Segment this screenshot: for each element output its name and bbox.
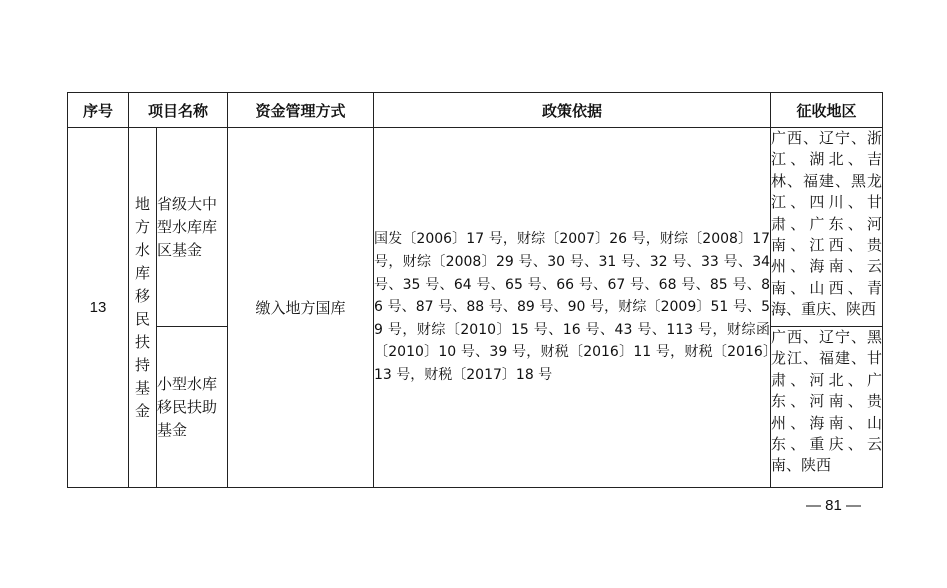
policy-table bbox=[67, 92, 883, 488]
table-header-row bbox=[68, 93, 883, 128]
header-collection-region: 征收地区 bbox=[771, 93, 883, 128]
sub-item-name: 省级大中型水库库区基金 bbox=[157, 194, 218, 259]
region-list: 广西、辽宁、浙江、湖北、吉林、福建、黑龙江、四川、甘肃、广东、河南、江西、贵州、海南、云南、山西、青海、重庆、陕西 bbox=[771, 129, 883, 319]
header-project-name: 项目名称 bbox=[129, 93, 228, 128]
policy-basis-text: 国发〔2006〕17 号，财综〔2007〕26 号，财综〔2008〕17 号，财综〔2008〕29 号、30 号、31 号、32 号、33 号、34 号、35 号、64 号、65 号、66 号、67 号、68 号、85 号、86 号、87 号、88 号、89 号、90 号，财综〔2009〕51 号、59 号，财综〔2010〕15 号、16 号、43 号、113 号，财综函〔2010〕10 号、39 号，财税〔2016〕11 号，财税〔2016〕13 号，财税〔2017〕18 号 bbox=[374, 231, 771, 383]
row-seq: 13 bbox=[68, 128, 129, 488]
project-group-cell bbox=[129, 128, 157, 488]
page-number: — 81 — bbox=[806, 497, 862, 514]
region-cell bbox=[771, 327, 883, 488]
sub-item-name: 小型水库移民扶助基金 bbox=[157, 374, 218, 439]
project-group-name: 地方水库移民扶持基金 bbox=[134, 194, 150, 420]
sub-item-cell bbox=[157, 128, 228, 327]
table-row bbox=[68, 128, 883, 327]
header-fund-management: 资金管理方式 bbox=[228, 93, 374, 128]
header-policy-basis: 政策依据 bbox=[374, 93, 771, 128]
header-seq: 序号 bbox=[68, 93, 129, 128]
sub-item-cell bbox=[157, 327, 228, 488]
region-cell bbox=[771, 128, 883, 327]
fund-management-cell: 缴入地方国库 bbox=[228, 128, 374, 488]
region-list: 广西、辽宁、黑龙江、福建、甘肃、河北、广东、河南、贵州、海南、山东、重庆、云南、陕西 bbox=[771, 328, 883, 475]
policy-basis-cell bbox=[374, 128, 771, 488]
